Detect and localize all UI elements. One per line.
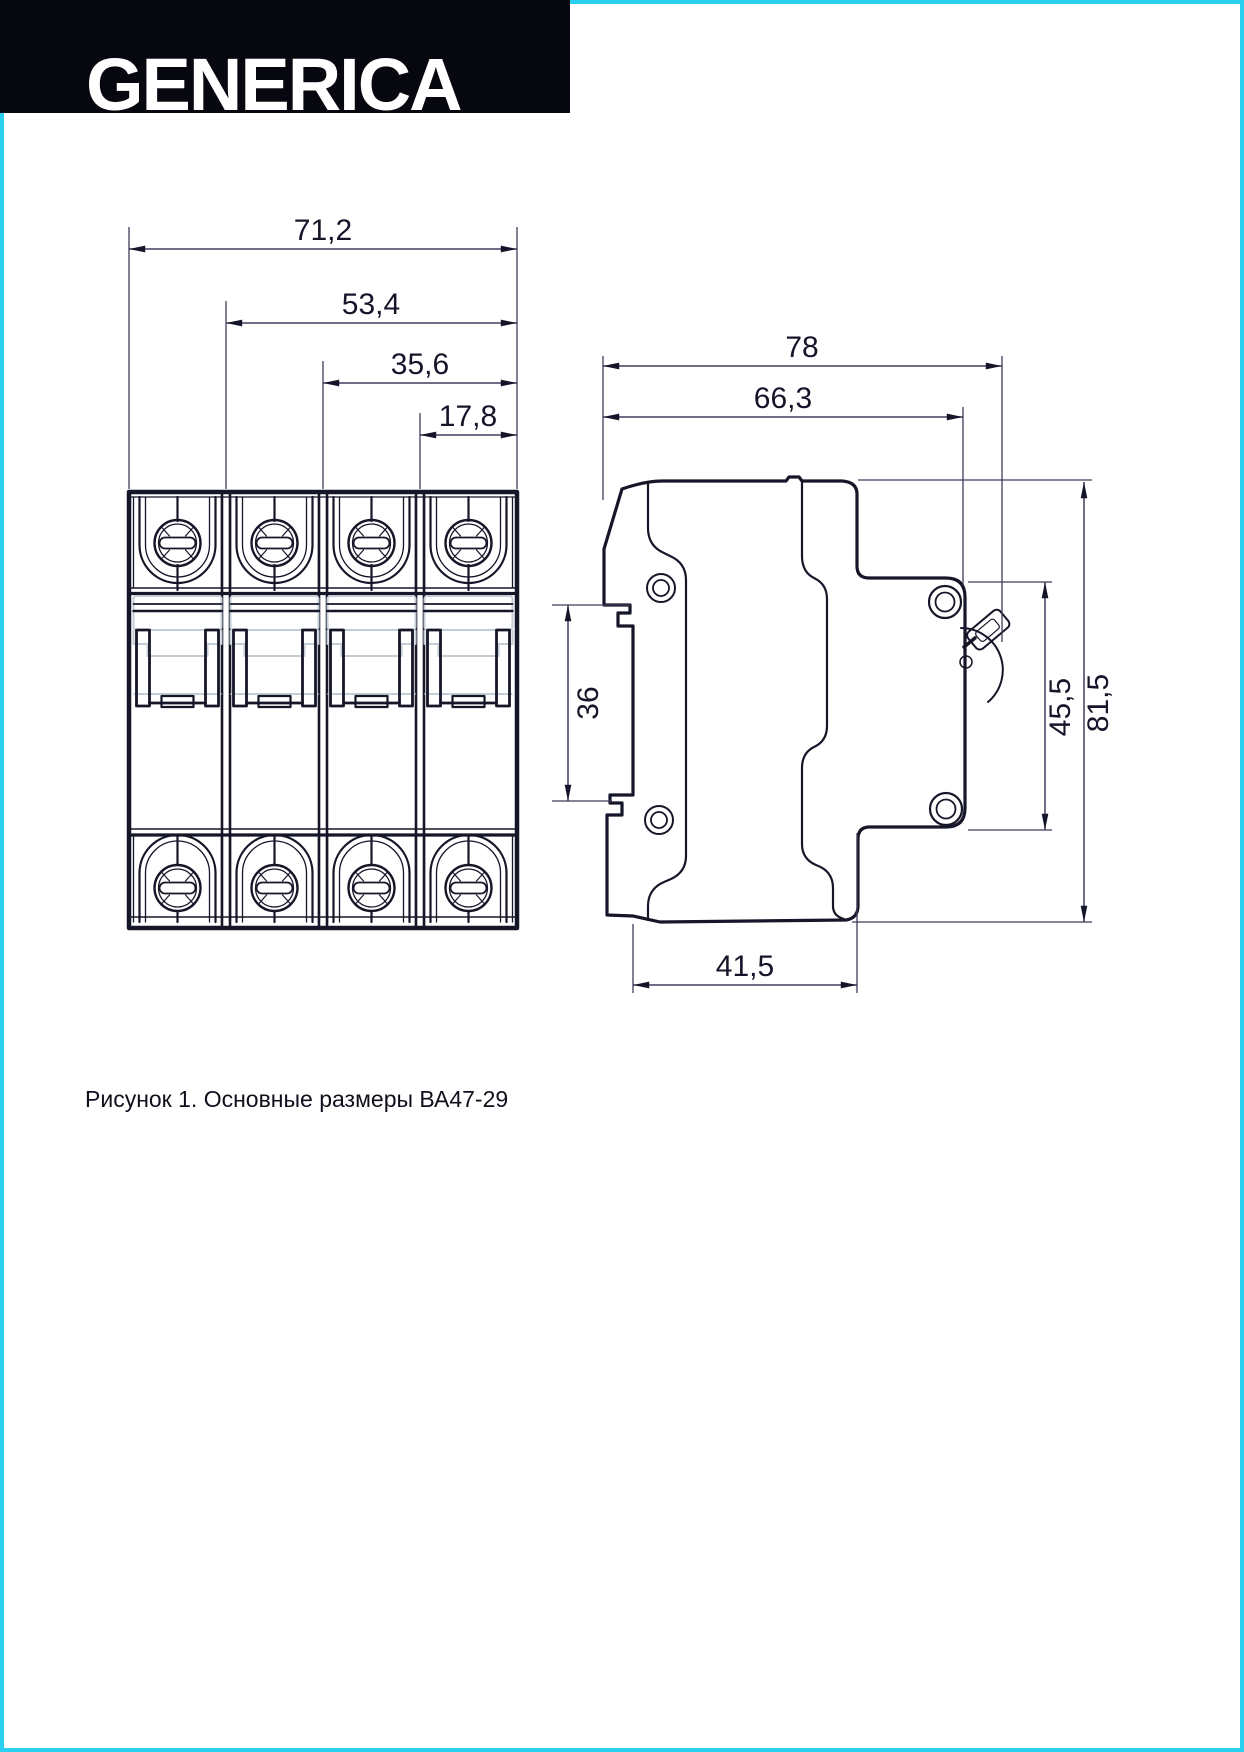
brand-logo-text: GENERICA [86, 42, 461, 113]
figure-caption: Рисунок 1. Основные размеры ВА47-29 [85, 1086, 509, 1112]
pole-3 [328, 497, 416, 922]
dim-label-depth-body: 66,3 [753, 382, 813, 415]
front-view [129, 492, 517, 928]
dim-label-width-total: 71,2 [293, 214, 353, 247]
dim-label-width-3pole: 53,4 [341, 288, 401, 321]
front-view-body [129, 492, 517, 928]
rivet [645, 806, 673, 834]
brand-header [0, 0, 570, 113]
case-seam-right [802, 482, 844, 919]
toggle-lever [960, 608, 1011, 702]
pole-4 [425, 497, 513, 922]
rivet [929, 586, 961, 618]
dim-label-width-2pole: 35,6 [390, 348, 450, 381]
pole-dividers [222, 492, 424, 928]
rivet [930, 793, 962, 825]
side-view [604, 477, 1011, 922]
dim-label-din-opening: 36 [572, 686, 605, 720]
pole-1 [134, 497, 222, 922]
dim-label-base: 41,5 [715, 950, 775, 983]
case-seam-left [648, 482, 686, 920]
dim-label-width-1pole: 17,8 [438, 400, 498, 433]
dim-label-depth-total: 78 [785, 331, 819, 364]
dim-label-front-panel: 45,5 [1044, 677, 1077, 737]
side-view-outline [604, 477, 965, 922]
dim-label-height-total: 81,5 [1082, 673, 1115, 733]
rivet [647, 574, 675, 602]
pole-2 [231, 497, 319, 922]
